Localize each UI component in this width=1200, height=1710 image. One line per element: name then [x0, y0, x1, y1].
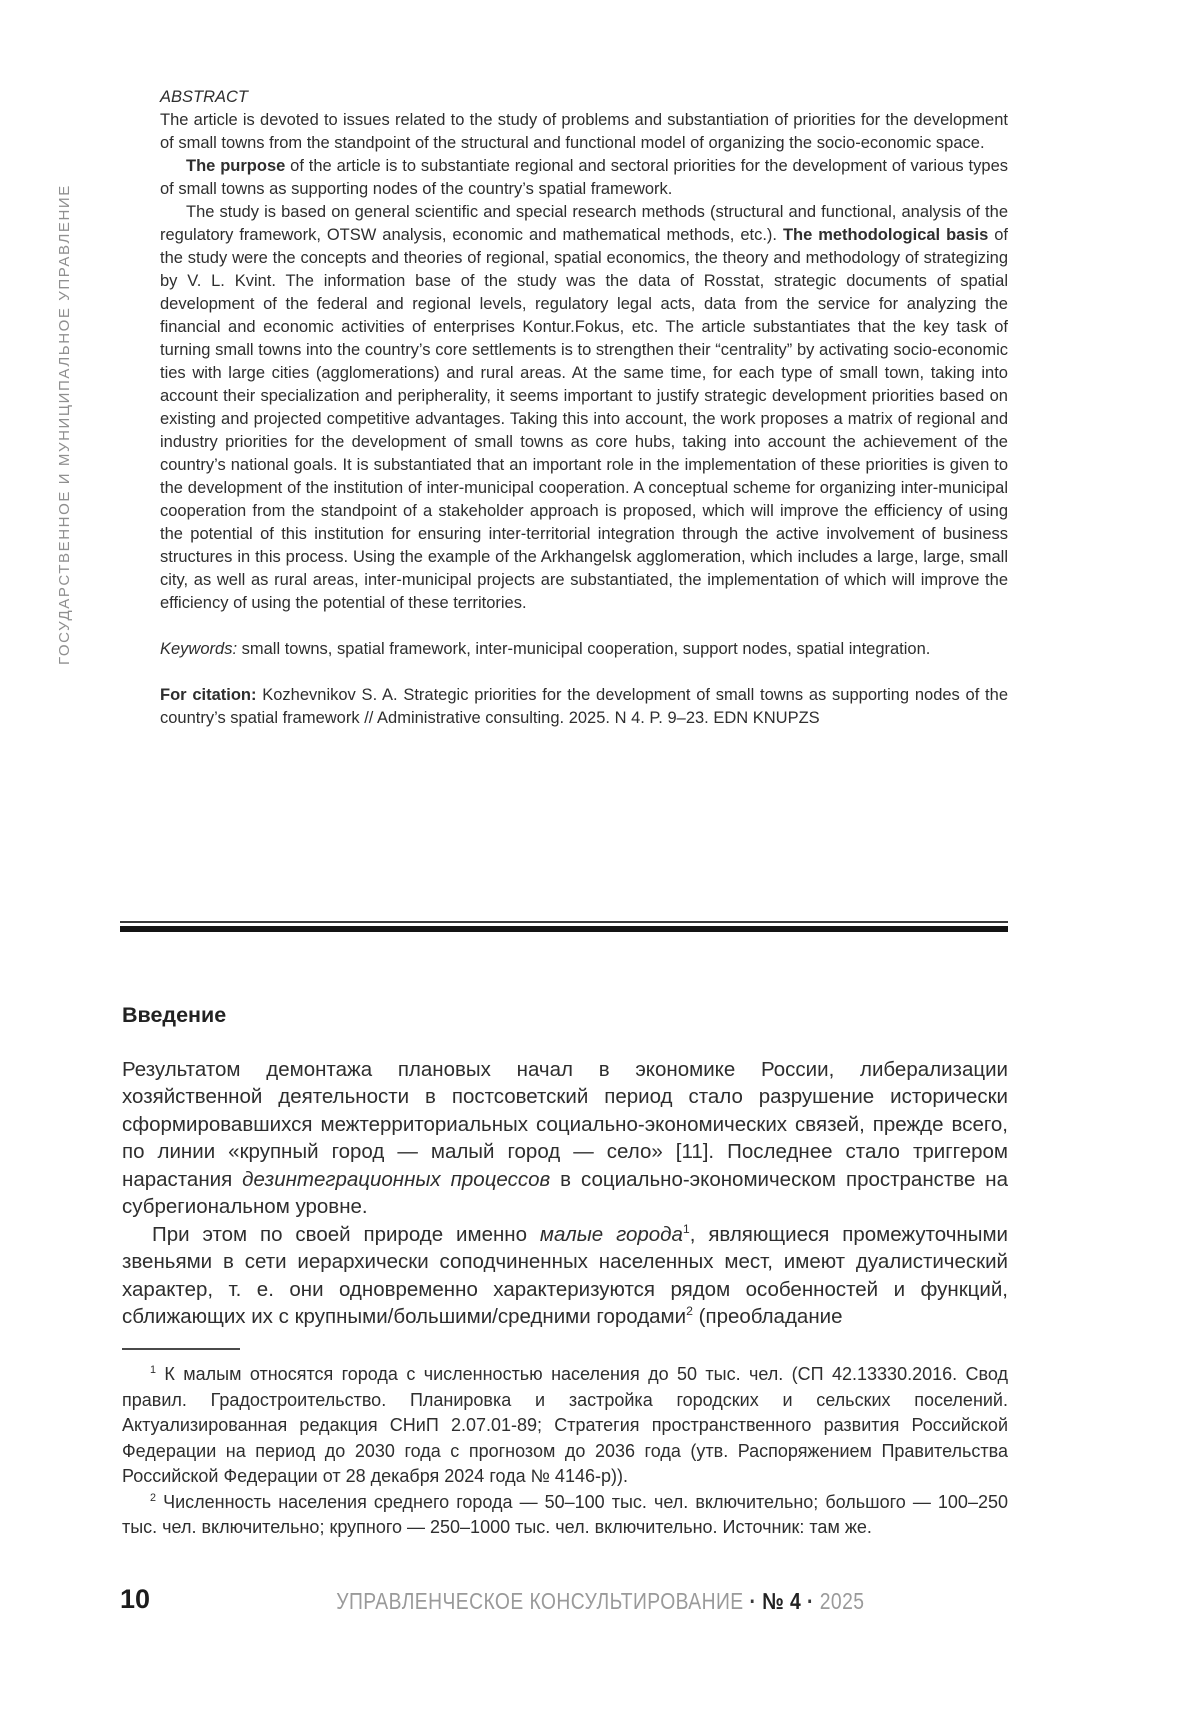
introduction-paragraph-2: [122, 1221, 1008, 1331]
running-title: [0, 1588, 1200, 1615]
intro-p1-rest: в социально-экономическом пространстве на субрегиональном уровне.: [122, 1167, 1009, 1218]
introduction-paragraph-1: [122, 1056, 1008, 1221]
footer-separator-dot: ·: [749, 1588, 756, 1614]
keywords-label: Keywords:: [160, 640, 238, 658]
footnote-2-marker: 2: [150, 1491, 157, 1504]
footnote-1-text: К малым относятся города с численностью населения до 50 тыс. чел. (СП 42.13330.2016. Свод правил. Градостроительство. Планировка и застройка городских и сельских поселений. Актуализированная редакция СНиП 2.07.01-89; Стратегия пространственного развития Российской Федерации на период до 2030 года с прогнозом до 2036 года (утв. Распоряжением Правительства Российской Федерации от 28 декабря 2024 года № 4146-р)).: [122, 1364, 1008, 1486]
abstract-p3-rest: of the study were the concepts and theories of regional, spatial economics, the theory and methodology of strategizing by V. L. Kvint. The information base of the study was the data of Rosstat, strategic documents of spatial development of the federal and regional levels, regulatory legal acts, data from the service for analyzing the financial and economic activities of enterprises Kontur.Fokus, etc. The article substantiates that the key task of turning small towns into the country’s core settlements is to strengthen their “centrality” by activating socio-economic ties with large cities (agglomerations) and rural areas. At the same time, for each type of small town, taking into account their specialization and peripherality, it seems important to justify strategic development priorities based on existing and projected competitive advantages. Taking this into account, the work proposes a matrix of regional and industry priorities for the development of small towns as core hubs, taking into account the achievement of the country’s national goals. It is substantiated that an important role in the implementation of these priorities is given to the development of the institution of inter-municipal cooperation. A conceptual scheme for organizing inter-municipal cooperation from the standpoint of a stakeholder approach is proposed, which will improve the efficiency of using the potential of this institution for ensuring inter-territorial integration through the active involvement of business structures in this process. Using the example of the Arkhangelsk agglomeration, which includes a large, large, small city, as well as rural areas, inter-municipal projects are substantiated, the implementation of which will improve the efficiency of using the potential of these territories.: [160, 226, 1008, 612]
citation-label: For citation:: [160, 686, 257, 704]
intro-p2-rest: (преобладание: [692, 1305, 843, 1328]
intro-p2-mid: , являющиеся промежуточными звеньями в сети иерархически соподчиненных населенных мест, имеют дуалистический характер, т. е. они одновременно характеризуются рядом особенностей и функций, сближающих их с крупными/большими/средними городами: [122, 1222, 1008, 1328]
double-rule: [120, 921, 1008, 932]
keywords-paragraph: [160, 638, 1008, 661]
abstract-paragraph-3: [160, 201, 1008, 615]
footer-separator-dot: ·: [806, 1588, 814, 1614]
introduction-heading: Введение: [122, 1003, 227, 1027]
abstract-p3-start: The study is based on general scientific and special research methods (structural and functional, analysis of the regulatory framework, OTSW analysis, economic and mathematical methods, etc.).: [160, 203, 1008, 244]
footnote-1-marker: 1: [150, 1364, 157, 1376]
footnote-2: [122, 1490, 1008, 1541]
journal-name: УПРАВЛЕНЧЕСКОЕ КОНСУЛЬТИРОВАНИЕ: [335, 1588, 744, 1614]
citation-text: Kozhevnikov S. A. Strategic priorities for the development of small towns as supporting nodes of the country’s spatial framework // Administrative consulting. 2025. N 4. P. 9–23. EDN KNUPZS: [160, 686, 1008, 727]
abstract-block: [160, 86, 1008, 730]
abstract-p2-rest: of the article is to substantiate regional and sectoral priorities for the development of various types of small towns as supporting nodes of the country’s spatial framework.: [160, 157, 1008, 198]
intro-p2-italic: малые города: [539, 1222, 683, 1246]
citation-paragraph: [160, 684, 1008, 730]
page-footer: [0, 1584, 1200, 1624]
footnote-separator-rule: [122, 1348, 240, 1350]
issue-number: № 4: [761, 1588, 801, 1614]
intro-p1-start: Результатом демонтажа плановых начал в экономике России, либерализации хозяйственной деятельности в постсоветский период стало разрушение исторически сформировавшихся межтерриториальных социально-экономических связей, прежде всего, по линии «крупный город — малый город — село» [11]. Последнее стало триггером нарастания: [122, 1057, 1008, 1191]
footnote-1: [122, 1362, 1008, 1490]
intro-p2-start: При этом по своей природе именно: [152, 1222, 540, 1246]
intro-p1-italic: дезинтеграционных процессов: [242, 1167, 551, 1191]
keywords-text: small towns, spatial framework, inter-municipal cooperation, support nodes, spatial integration.: [237, 640, 931, 658]
abstract-heading: ABSTRACT: [160, 88, 249, 106]
page-number: 10: [120, 1584, 151, 1614]
running-title-inner: [336, 1588, 864, 1615]
issue-year: 2025: [819, 1588, 865, 1614]
abstract-paragraph-2: [160, 155, 1008, 201]
footnote-ref-2: 2: [686, 1304, 693, 1319]
section-vertical-label: ГОСУДАРСТВЕННОЕ И МУНИЦИПАЛЬНОЕ УПРАВЛЕНИЕ: [56, 184, 73, 665]
abstract-p3-lead: The methodological basis: [782, 226, 989, 244]
introduction-block: [122, 1002, 1008, 1331]
abstract-p1-text: The article is devoted to issues related to the study of problems and substantiation of priorities for the development of small towns from the standpoint of the structural and functional model of organizing the socio-economic space.: [160, 111, 1008, 152]
footnote-2-text: Численность населения среднего города — 50–100 тыс. чел. включительно; большого — 100–250 тыс. чел. включительно; крупного — 250–1000 тыс. чел. включительно. Источник: там же.: [122, 1491, 1008, 1537]
footnote-ref-1: 1: [682, 1221, 690, 1236]
double-rule-thick-line: [120, 926, 1008, 932]
abstract-paragraph-1: [160, 109, 1008, 155]
abstract-p2-lead: The purpose: [186, 157, 286, 175]
footnotes-block: [122, 1348, 1008, 1541]
